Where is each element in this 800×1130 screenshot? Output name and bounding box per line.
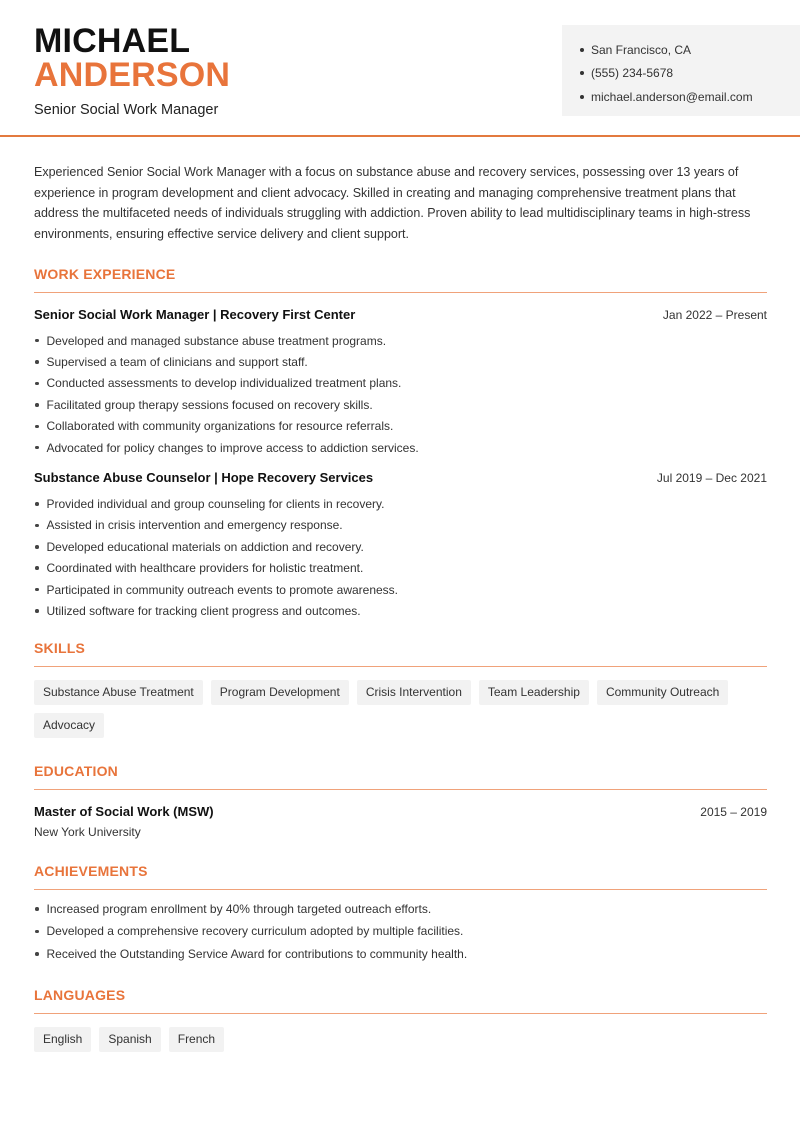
job-header [34, 307, 767, 322]
skill-chip: Community Outreach [597, 680, 728, 705]
bullet-icon [35, 446, 39, 450]
achievement-text: Developed a comprehensive recovery curriculum adopted by multiple facilities. [46, 924, 464, 939]
section-title: ACHIEVEMENTS [34, 863, 767, 890]
job-date: Jan 2022 – Present [662, 308, 767, 322]
job-entry [34, 307, 767, 458]
bullet-icon [35, 360, 39, 364]
contact-box [562, 25, 800, 116]
achievement-text: Increased program enrollment by 40% through targeted outreach efforts. [46, 901, 432, 916]
section-education [34, 763, 767, 839]
bullet-text: Provided individual and group counseling for clients in recovery. [46, 497, 385, 512]
list-item [34, 493, 767, 514]
bullet-text: Conducted assessments to develop individualized treatment plans. [46, 376, 402, 391]
skill-chip: Team Leadership [479, 680, 589, 705]
languages-list [34, 1027, 767, 1052]
job-entry [34, 470, 767, 621]
bullet-text: Developed and managed substance abuse treatment programs. [46, 333, 387, 348]
bullet-icon [35, 609, 39, 613]
list-item [34, 558, 767, 579]
list-item [34, 515, 767, 536]
language-chip: Spanish [99, 1027, 160, 1052]
bullet-icon [580, 95, 584, 99]
phone-text: (555) 234-5678 [591, 66, 674, 81]
resume-header [0, 0, 800, 137]
list-item [34, 416, 767, 437]
list-item [34, 579, 767, 600]
contact-phone [580, 62, 800, 86]
bullet-icon [35, 930, 39, 934]
list-item [34, 394, 767, 415]
bullet-text: Collaborated with community organizations for resource referrals. [46, 419, 394, 434]
bullet-icon [35, 952, 39, 956]
list-item [34, 351, 767, 372]
achievement-text: Received the Outstanding Service Award for contributions to community health. [46, 946, 468, 961]
degree: Master of Social Work (MSW) [34, 803, 214, 819]
list-item [34, 600, 767, 621]
list-item [34, 920, 767, 943]
achievements-list [34, 898, 767, 966]
bullet-text: Assisted in crisis intervention and emergency response. [46, 518, 343, 533]
resume-body [34, 137, 767, 1052]
contact-location [580, 38, 800, 62]
bullet-icon [35, 425, 39, 429]
bullet-icon [35, 588, 39, 592]
bullet-text: Advocated for policy changes to improve access to addiction services. [46, 440, 419, 455]
section-title: SKILLS [34, 640, 767, 667]
bullet-icon [35, 403, 39, 407]
skills-list [34, 680, 767, 738]
list-item [34, 330, 767, 351]
bullet-icon [35, 566, 39, 570]
section-title: EDUCATION [34, 763, 767, 790]
job-header [34, 470, 767, 485]
list-item [34, 536, 767, 557]
list-item [34, 898, 767, 921]
skill-chip: Substance Abuse Treatment [34, 680, 203, 705]
section-title: WORK EXPERIENCE [34, 266, 767, 293]
language-chip: French [169, 1027, 224, 1052]
section-work-experience [34, 266, 767, 622]
bullet-text: Facilitated group therapy sessions focused on recovery skills. [46, 397, 373, 412]
bullet-icon [580, 71, 584, 75]
bullet-icon [35, 382, 39, 386]
bullet-icon [580, 48, 584, 52]
job-role: Substance Abuse Counselor | Hope Recovery Services [34, 470, 374, 486]
section-skills [34, 640, 767, 738]
job-title: Senior Social Work Manager [34, 102, 219, 118]
bullet-icon [35, 545, 39, 549]
name-block [34, 24, 230, 118]
summary: Experienced Senior Social Work Manager with a focus on substance abuse and recovery services, possessing over 13 years of experience in program development and client advocacy. Skilled in creating and managing comprehensive treatment plans that address the multifaceted needs of individuals struggling with addiction. Proven ability to lead multidisciplinary teams in high-stress environments, ensuring effective service delivery and client support. [34, 165, 751, 241]
list-item [34, 373, 767, 394]
section-title: LANGUAGES [34, 987, 767, 1014]
section-languages [34, 987, 767, 1052]
contact-email [580, 85, 800, 109]
bullet-text: Participated in community outreach events to promote awareness. [46, 582, 399, 597]
first-name: MICHAEL [34, 22, 191, 60]
school: New York University [34, 824, 141, 839]
last-name: ANDERSON [34, 56, 231, 94]
job-bullets [34, 493, 767, 621]
list-item [34, 943, 767, 966]
bullet-text: Developed educational materials on addiction and recovery. [46, 539, 364, 554]
skill-chip: Advocacy [34, 713, 104, 738]
bullet-text: Supervised a team of clinicians and support staff. [46, 355, 308, 370]
job-date: Jul 2019 – Dec 2021 [656, 471, 767, 486]
skill-chip: Program Development [211, 680, 349, 705]
education-date: 2015 – 2019 [700, 804, 767, 819]
list-item [34, 437, 767, 458]
bullet-icon [35, 524, 39, 528]
email-text: michael.anderson@email.com [591, 89, 753, 104]
section-achievements [34, 863, 767, 966]
skill-chip: Crisis Intervention [357, 680, 471, 705]
bullet-text: Coordinated with healthcare providers for holistic treatment. [46, 561, 364, 576]
job-role: Senior Social Work Manager | Recovery First Center [34, 307, 356, 322]
education-entry [34, 804, 767, 819]
bullet-text: Utilized software for tracking client progress and outcomes. [46, 603, 361, 618]
bullet-icon [35, 907, 39, 911]
bullet-icon [35, 502, 39, 506]
language-chip: English [34, 1027, 91, 1052]
job-bullets [34, 330, 767, 458]
bullet-icon [35, 339, 39, 343]
location-text: San Francisco, CA [591, 42, 692, 57]
